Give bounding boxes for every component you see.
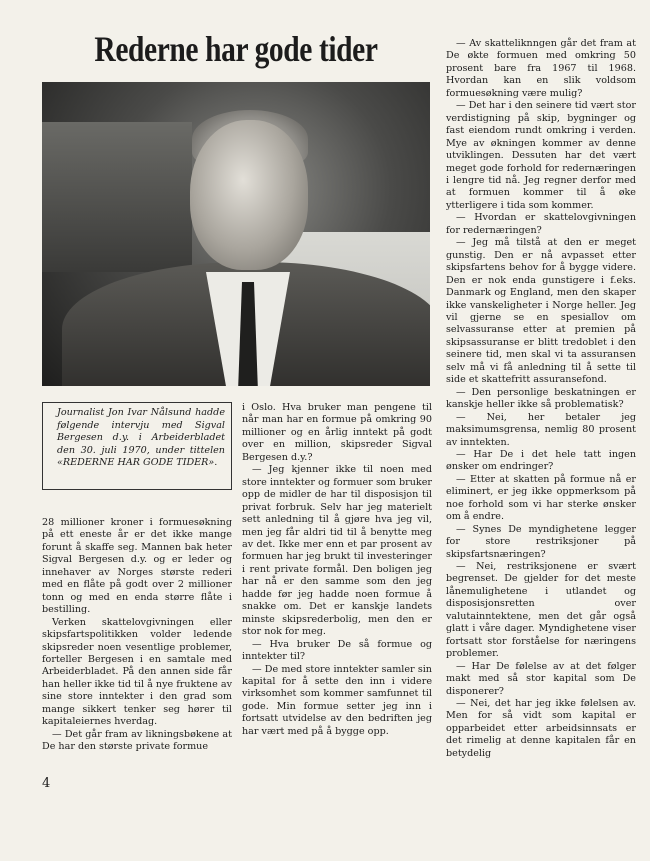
photo-background-window: [42, 122, 192, 272]
paragraph: — Den personlige beskatningen er kanskje heller ikke så problematisk?: [446, 386, 636, 411]
paragraph: — Det har i den seinere tid vært stor verdistigning på skip, bygninger og fast eiendom rundt omkring i verden. Mye av økningen kommer av denne utviklingen. Dessuten har det vært meget gode forhold for redernæringen i lengre tid nå. Jeg regner derfor med at formuen kommer til å øke ytterligere i tida som kommer.: [446, 100, 636, 211]
portrait-photo: [42, 82, 430, 386]
text-column-1: [42, 517, 232, 754]
paragraph: — Har De følelse av at det følger makt med så stor kapital som De disponerer?: [446, 660, 636, 697]
photo-caption-box: Journalist Jon Ivar Nålsund hadde følgende intervju med Sigval Bergesen d.y. i Arbeiderbladet den 30. juli 1970, under tittelen «REDERNE HAR GODE TIDER».: [42, 402, 232, 490]
article-headline: Rederne har gode tider: [94, 29, 378, 69]
paragraph: i Oslo. Hva bruker man pengene til når man har en formue på omkring 90 millioner og en årlig inntekt på godt over en million, skipsreder Sigval Bergesen d.y.?: [242, 402, 432, 463]
paragraph: — Nei, det har jeg ikke følelsen av. Men for så vidt som kapital er opparbeidet etter arbeidsinnsats er det rimelig at denne kapitalen får en betydelig: [446, 698, 636, 759]
paragraph: — Det går fram av likningsbøkene at De har den største private formue: [42, 728, 232, 753]
paragraph: Verken skattelovgivningen eller skipsfartspolitikken volder ledende skipsreder noen vesentlige problemer, forteller Bergesen i en samtale med Arbeiderbladet. På den annen side får han heller ikke tid til å nye fruktene av sine store inntekter i den grad som mange sikkert tenker seg hører til kapitaleiernes hverdag.: [42, 616, 232, 728]
paragraph: — Jeg kjenner ikke til noen med store inntekter og formuer som bruker opp de midler de har til disposisjon til privat forbruk. Selv har jeg materielt sett anledning til å gjøre hva jeg vil, men jeg får aldri tid til å benytte meg av det. Ikke mer enn et par prosent av formuen har jeg brukt til investeringer i rent private formål. Den boligen jeg har nå er den samme som den jeg hadde før jeg hadde noen formue å snakke om. Det er kanskje landets minste skipsrederbolig, men den er stor nok for meg.: [242, 464, 432, 638]
paragraph: — Nei, her betaler jeg maksimumsgrensa, nemlig 80 prosent av inntekten.: [446, 411, 636, 448]
text-column-2: [242, 402, 432, 738]
paragraph: — Har De i det hele tatt ingen ønsker om endringer?: [446, 448, 636, 473]
page-number: 4: [42, 776, 51, 791]
paragraph: — Jeg må tilstå at den er meget gunstig. Den er nå avpasset etter skipsfartens behov for å bygge videre. Den er nok enda gunstigere i f.eks. Danmark og England, men den skaper ikke vanskeligheter i Norge heller. Jeg vil gjerne se en spesiallov om selvassuranse etter at premien på skipsassuranse er blitt tredoblet i den seinere tid, men skal vi ta assuransen selv må vi få anledning til å sette til side et skattefritt assuransefond.: [446, 237, 636, 386]
paragraph: 28 millioner kroner i formuesøkning på ett eneste år er det ikke mange forunt å skaffe seg. Mannen bak heter Sigval Bergesen d.y. og er leder og innehaver av Norges største rederi med en flåte på godt over 2 millioner tonn og med en enda større flåte i bestilling.: [42, 517, 232, 616]
paragraph: — Hva bruker De så formue og inntekter til?: [242, 638, 432, 663]
paragraph: — Hvordan er skattelovgivningen for redernæringen?: [446, 212, 636, 236]
paragraph: — Etter at skatten på formue nå er eliminert, er jeg ikke oppmerksom på noe forhold som vi har sterke ønsker om å endre.: [446, 473, 636, 523]
paragraph: — Nei, restriksjonene er svært begrenset. De gjelder for det meste lånemulighetene i utlandet og disposisjonsretten over valutainntektene, men det går også glatt i våre dager. Myndighetene viser fortsatt stor forståelse for næringens problemer.: [446, 561, 636, 660]
paragraph: — Synes De myndighetene legger for store restriksjoner på skipsfartsnæringen?: [446, 523, 636, 560]
paragraph: — Av skatteliknngen går det fram at De økte formuen med omkring 50 prosent bare fra 1967 til 1968. Hvordan kan en slik voldsom formuesøkning være mulig?: [446, 38, 636, 99]
photo-face: [190, 120, 308, 270]
paragraph: — De med store inntekter samler sin kapital for å sette den inn i videre virksomhet som kommer samfunnet til gode. Min formue setter jeg inn i fortsatt utvidelse av den bedriften jeg har vært med på å bygge opp.: [242, 663, 432, 737]
text-column-3: [446, 38, 636, 760]
